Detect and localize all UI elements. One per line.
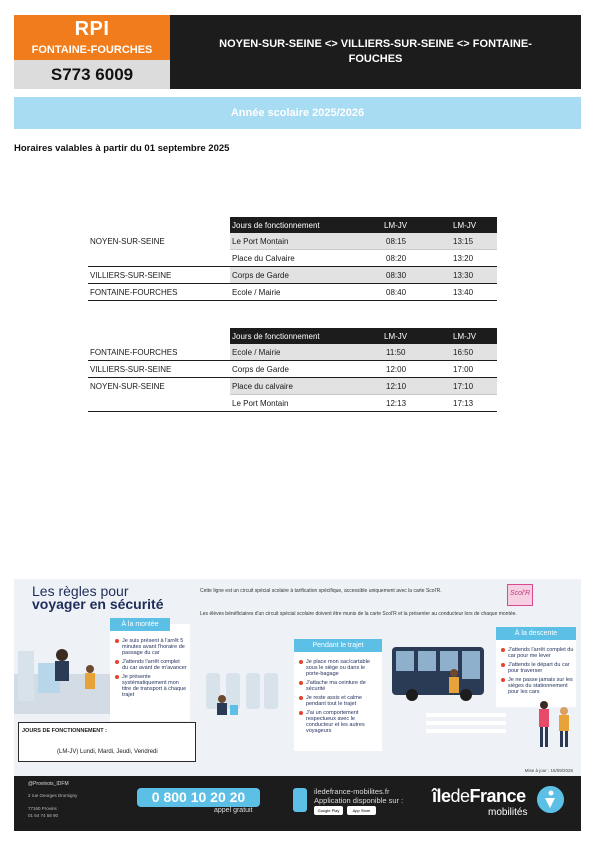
list-item: J'ai un comportement respectueux avec le conducteur et les autres voyageurs	[299, 710, 379, 734]
table-row	[88, 344, 497, 360]
timetable-header	[230, 328, 497, 344]
alighting-card	[496, 627, 576, 707]
idf-mobilites-sub: mobilités	[488, 807, 528, 818]
bus-interior-illustration	[202, 669, 282, 725]
ride-card	[294, 639, 382, 751]
table-row	[88, 361, 497, 377]
bus-illustration	[386, 639, 508, 749]
list-item: Je reste assis et calme pendant tout le trajet	[299, 695, 379, 707]
phone-number[interactable]: 0 800 10 20 20	[137, 788, 260, 807]
app-availability: Application disponible sur :	[314, 796, 404, 805]
table-row	[88, 250, 497, 266]
header-col2: LM-JV	[453, 332, 477, 341]
time: 13:30	[453, 271, 474, 280]
app-store-badge[interactable]: App Store	[347, 806, 376, 815]
driver-illustration	[18, 641, 118, 701]
timetable-header	[230, 217, 497, 233]
header-days: Jours de fonctionnement	[232, 332, 320, 341]
safety-subtitle: voyager en sécurité	[32, 596, 164, 612]
pedestrians-illustration	[534, 701, 578, 753]
stop: Corps de Garde	[232, 271, 289, 280]
list-item: J'attends l'arrêt complet du car pour me lever	[501, 647, 575, 659]
alighting-title: À la descente	[496, 627, 576, 640]
time: 12:10	[386, 382, 407, 391]
smartphone-icon	[293, 788, 307, 812]
table-row	[88, 233, 497, 249]
time: 13:40	[453, 288, 474, 297]
operating-days-value: (LM-JV) Lundi, Mardi, Jeudi, Vendredi	[57, 749, 158, 755]
alighting-rules	[501, 647, 575, 698]
stop: Ecole / Mairie	[232, 288, 281, 297]
stop: Place du calvaire	[232, 382, 293, 391]
operating-days-box	[18, 722, 196, 762]
line-badge	[14, 15, 170, 60]
town: VILLIERS-SUR-SEINE	[90, 271, 172, 280]
time: 08:30	[386, 271, 407, 280]
list-item: Je suis présent à l'arrêt 5 minutes avant l'horaire de passage du car	[115, 638, 187, 656]
table-row	[88, 378, 497, 394]
boarding-card	[110, 621, 190, 721]
footer	[14, 776, 581, 831]
time: 12:13	[386, 399, 407, 408]
safety-panel	[14, 579, 581, 776]
address-street: 2 rue Georges Dromigny	[28, 793, 78, 798]
line-header	[14, 15, 170, 89]
time: 13:20	[453, 254, 474, 263]
idf-mobilites-logo: îledeFrance	[432, 786, 526, 806]
header-col2: LM-JV	[453, 221, 477, 230]
town: FONTAINE-FOURCHES	[90, 348, 178, 357]
address-city: 77160 Provins	[28, 806, 57, 811]
time: 17:13	[453, 399, 474, 408]
circuit-info: Cette ligne est un circuit spécial scolaire à tarification spécifique, accessible uniquement avec la carte Scol'R.	[200, 588, 442, 594]
website-link[interactable]: iledefrance-mobilites.fr	[314, 787, 390, 796]
list-item: Je place mon sac/cartable sous le siège ou dans le porte-bagage	[299, 659, 379, 677]
town: VILLIERS-SUR-SEINE	[90, 365, 172, 374]
stop: Ecole / Mairie	[232, 348, 281, 357]
school-year-banner: Année scolaire 2025/2026	[14, 97, 581, 129]
social-handle[interactable]: @Provinois_IDFM	[28, 781, 69, 787]
boarding-title: À la montée	[110, 618, 170, 631]
ride-rules	[299, 659, 379, 737]
stop: Le Port Montain	[232, 237, 289, 246]
safety-title: Les règles pour	[32, 583, 129, 599]
stop: Place du Calvaire	[232, 254, 295, 263]
list-item: J'attache ma ceinture de sécurité	[299, 680, 379, 692]
boarding-rules	[115, 638, 187, 701]
town: NOYEN-SUR-SEINE	[90, 382, 165, 391]
stop: Le Port Montain	[232, 399, 289, 408]
table-row	[88, 395, 497, 411]
time: 12:00	[386, 365, 407, 374]
table-row	[88, 284, 497, 300]
list-item: J'attends le départ du car pour traverser	[501, 662, 575, 674]
line-name: RPI	[74, 18, 110, 40]
time: 08:40	[386, 288, 407, 297]
scolr-card-icon: Scol'R	[507, 584, 533, 606]
time: 08:20	[386, 254, 407, 263]
time: 13:15	[453, 237, 474, 246]
table-row	[88, 267, 497, 283]
list-item: J'attends l'arrêt complet du car avant de m'avancer	[115, 659, 187, 671]
phone-note: appel gratuit	[214, 807, 253, 814]
validity-note: Horaires valables à partir du 01 septembre 2025	[14, 143, 230, 154]
time: 17:10	[453, 382, 474, 391]
town: FONTAINE-FOURCHES	[90, 288, 178, 297]
line-code: S773 6009	[14, 60, 170, 89]
time: 16:50	[453, 348, 474, 357]
list-item: Je ne passe jamais sur les sièges du stationnement pour les cars	[501, 677, 575, 695]
list-item: Je présente systématiquement mon titre de transport à chaque trajet	[115, 674, 187, 698]
route-title: NOYEN-SUR-SEINE <> VILLIERS-SUR-SEINE <> FONTAINE-FOUCHES	[219, 38, 532, 65]
time: 08:15	[386, 237, 407, 246]
idf-mobilites-emblem-icon	[537, 786, 564, 813]
header-days: Jours de fonctionnement	[232, 221, 320, 230]
header-col1: LM-JV	[384, 332, 408, 341]
operating-days-title: JOURS DE FONCTIONNEMENT :	[22, 728, 107, 734]
card-info: Les élèves bénéficiaires d'un circuit spécial scolaire doivent être munis de la carte Scol'R et la présenter au conducteur lors de chaque montée.	[200, 611, 517, 617]
route-header	[170, 15, 581, 89]
header-col1: LM-JV	[384, 221, 408, 230]
time: 11:50	[386, 348, 406, 357]
time: 17:00	[453, 365, 474, 374]
town: NOYEN-SUR-SEINE	[90, 237, 165, 246]
ride-title: Pendant le trajet	[294, 639, 382, 652]
address-phone: 01 64 74 58 90	[28, 813, 59, 818]
network-name: FONTAINE-FOURCHES	[31, 44, 153, 56]
stop: Corps de Garde	[232, 365, 289, 374]
google-play-badge[interactable]: Google Play	[314, 806, 343, 815]
update-date: Mise à jour : 15/09/2025	[524, 768, 573, 773]
